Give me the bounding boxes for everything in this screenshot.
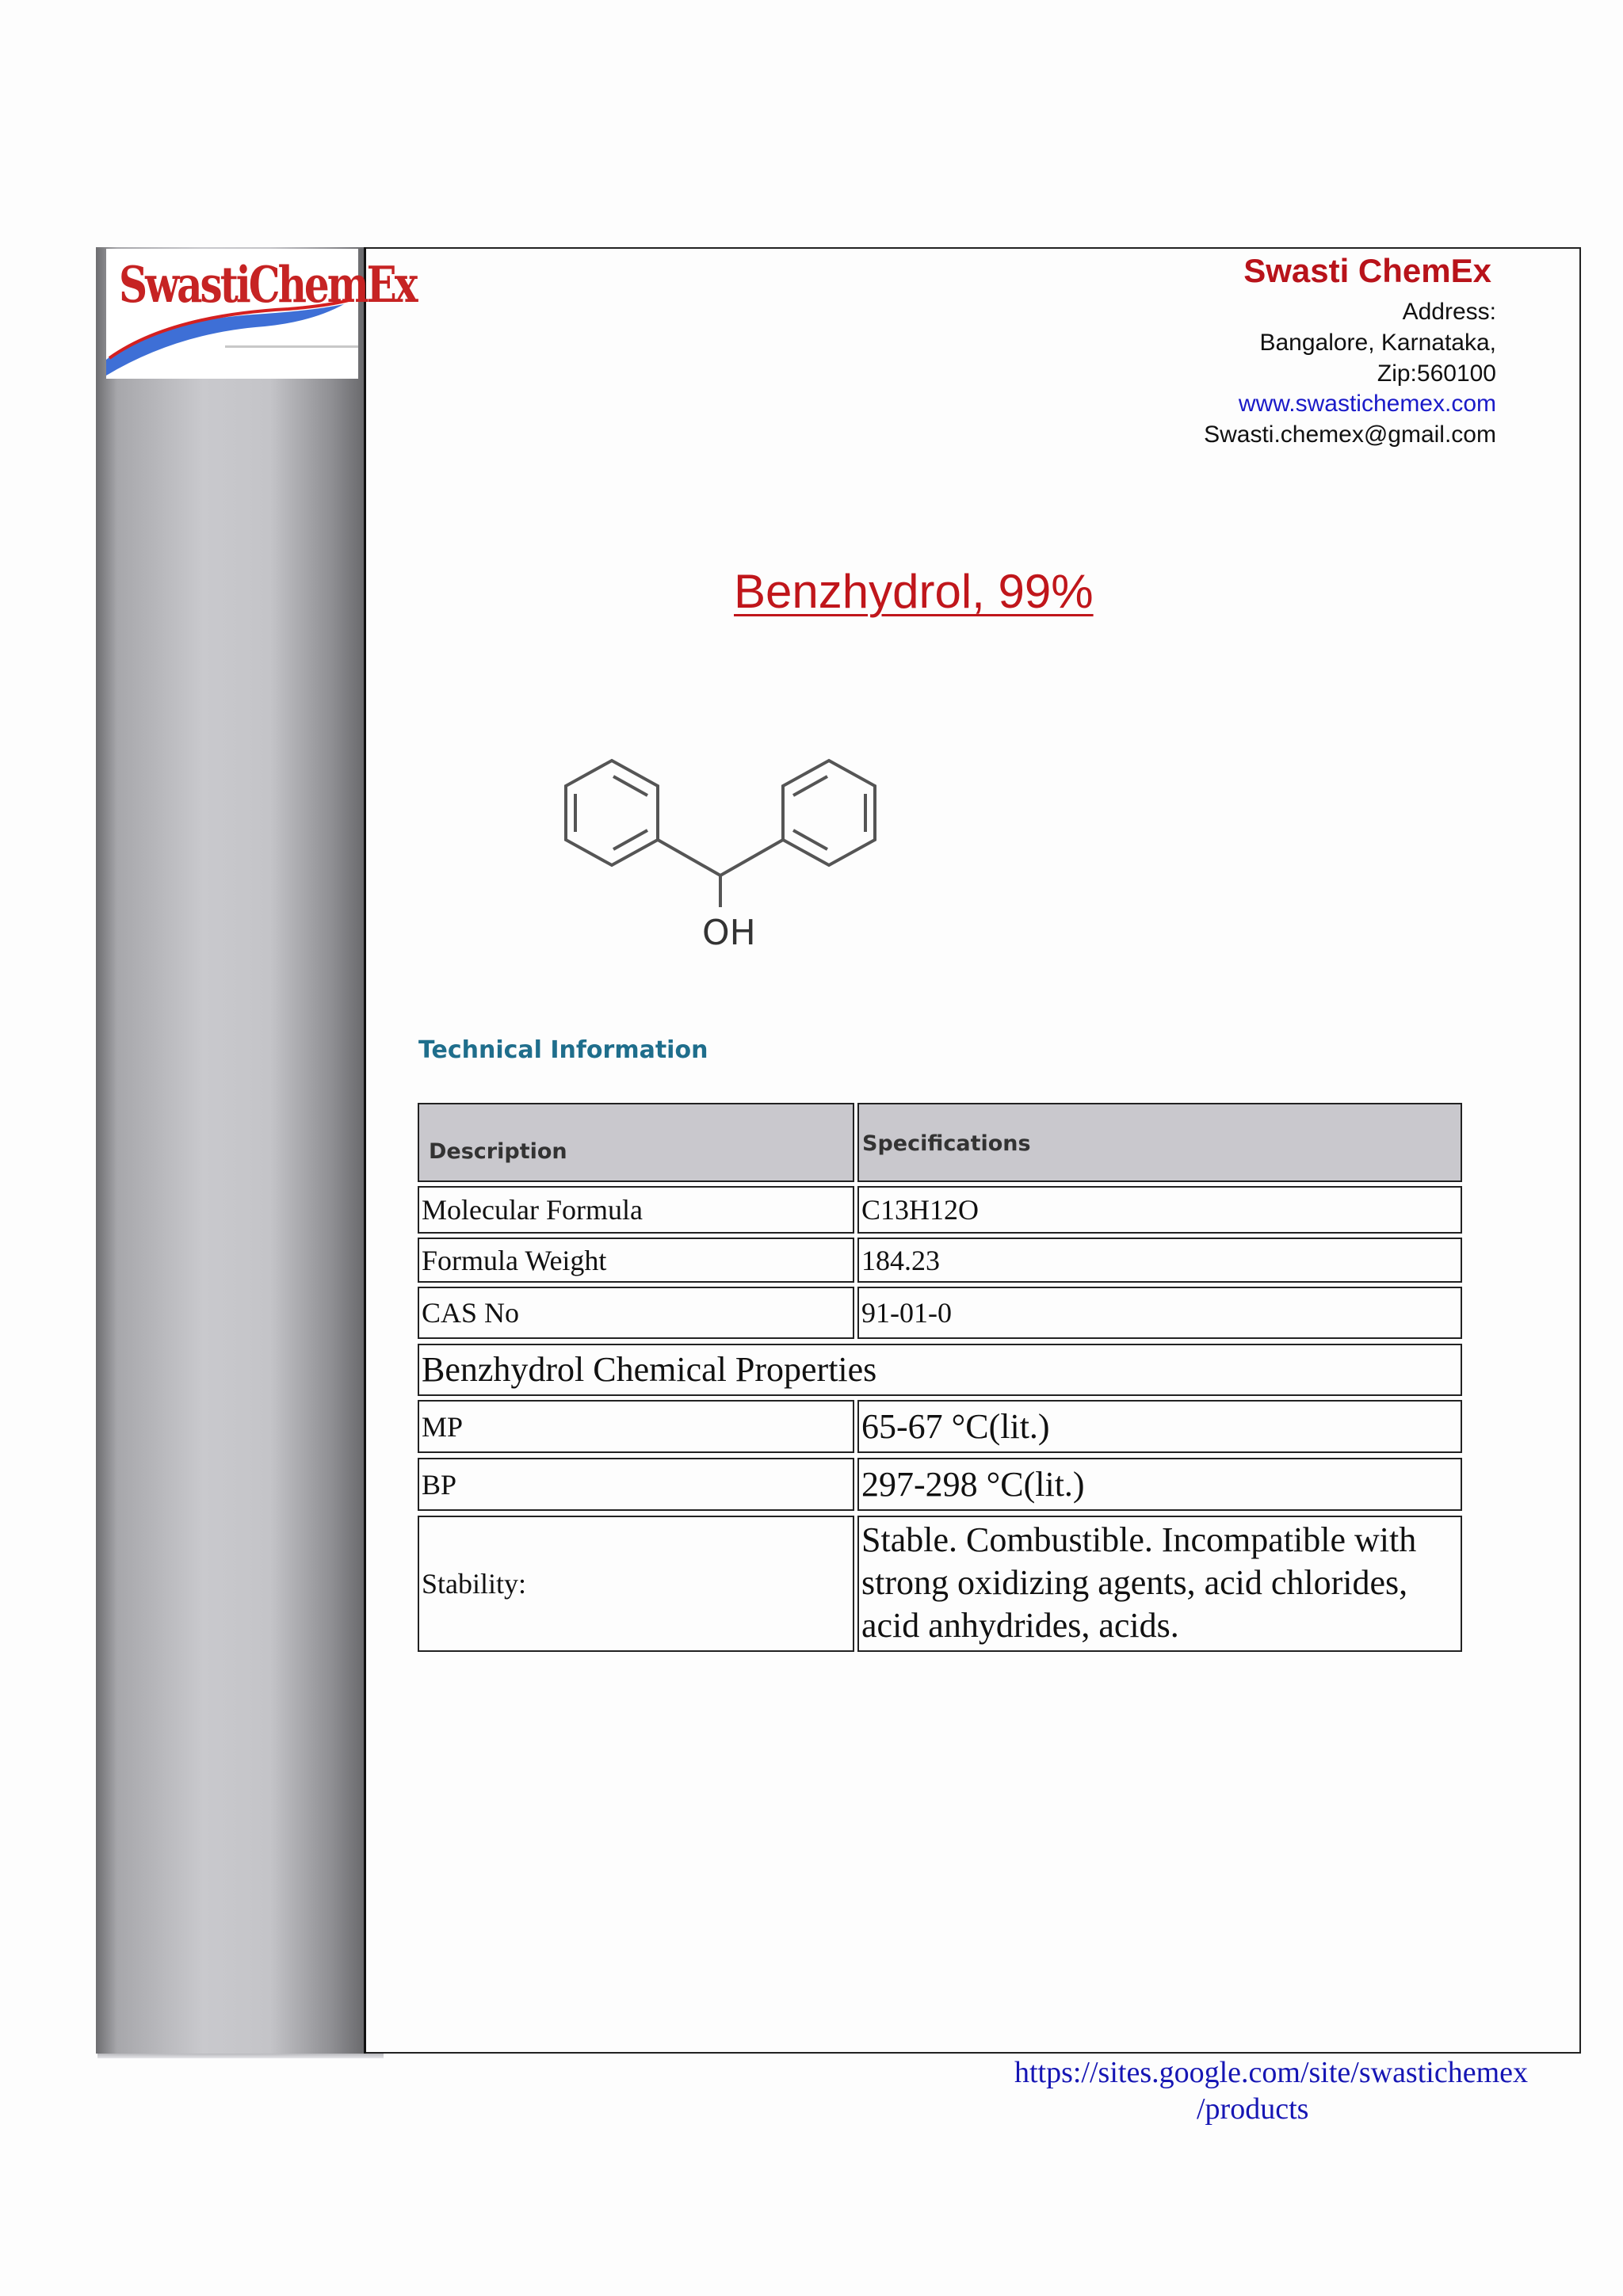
- company-name: Swasti ChemEx: [1243, 252, 1491, 289]
- hydroxyl-label: OH: [702, 913, 756, 953]
- address-zip: Zip:560100: [1377, 360, 1496, 387]
- address-city: Bangalore, Karnataka,: [1259, 330, 1496, 356]
- company-logo: [106, 249, 416, 379]
- logo-swoosh-icon: [106, 296, 358, 379]
- website-link[interactable]: www.swastichemex.com: [1238, 391, 1496, 417]
- row-label-formula-weight: Formula Weight: [418, 1238, 854, 1283]
- row-label-molecular-formula: Molecular Formula: [418, 1186, 854, 1234]
- specifications-column-header: Specifications: [857, 1103, 1462, 1182]
- footer-url-link[interactable]: https://sites.google.com/site/swastichemex: [1014, 2056, 1528, 2089]
- page-title: Benzhydrol, 99%: [734, 565, 1094, 618]
- row-value-formula-weight: 184.23: [857, 1238, 1462, 1283]
- logo-text: SwastiChemEx: [119, 255, 416, 314]
- row-value-molecular-formula: C13H12O: [857, 1186, 1462, 1234]
- row-label-stability: Stability:: [418, 1516, 854, 1652]
- chemical-properties-heading: Benzhydrol Chemical Properties: [418, 1344, 1462, 1396]
- row-label-bp: BP: [418, 1458, 854, 1511]
- row-value-mp: 65-67 °C(lit.): [857, 1400, 1462, 1453]
- technical-information-heading: Technical Information: [418, 1036, 708, 1064]
- footer-url-overflow: [1094, 2092, 1522, 2126]
- row-value-bp: 297-298 °C(lit.): [857, 1458, 1462, 1511]
- address-label: Address:: [1402, 299, 1496, 325]
- description-column-header: Description: [418, 1103, 854, 1182]
- row-label-mp: MP: [418, 1400, 854, 1453]
- footer-url-continued: /products: [1197, 2092, 1309, 2126]
- email-address: Swasti.chemex@gmail.com: [1204, 421, 1496, 448]
- benzhydrol-structure-diagram: [547, 753, 896, 974]
- sidebar-gradient: [96, 247, 366, 2054]
- sidebar-shadow: [97, 2054, 384, 2058]
- row-value-cas-no: 91-01-0: [857, 1287, 1462, 1339]
- row-label-cas-no: CAS No: [418, 1287, 854, 1339]
- row-value-stability: Stable. Combustible. Incompatible with strong oxidizing agents, acid chlorides, acid anhydrides, acids.: [857, 1516, 1462, 1652]
